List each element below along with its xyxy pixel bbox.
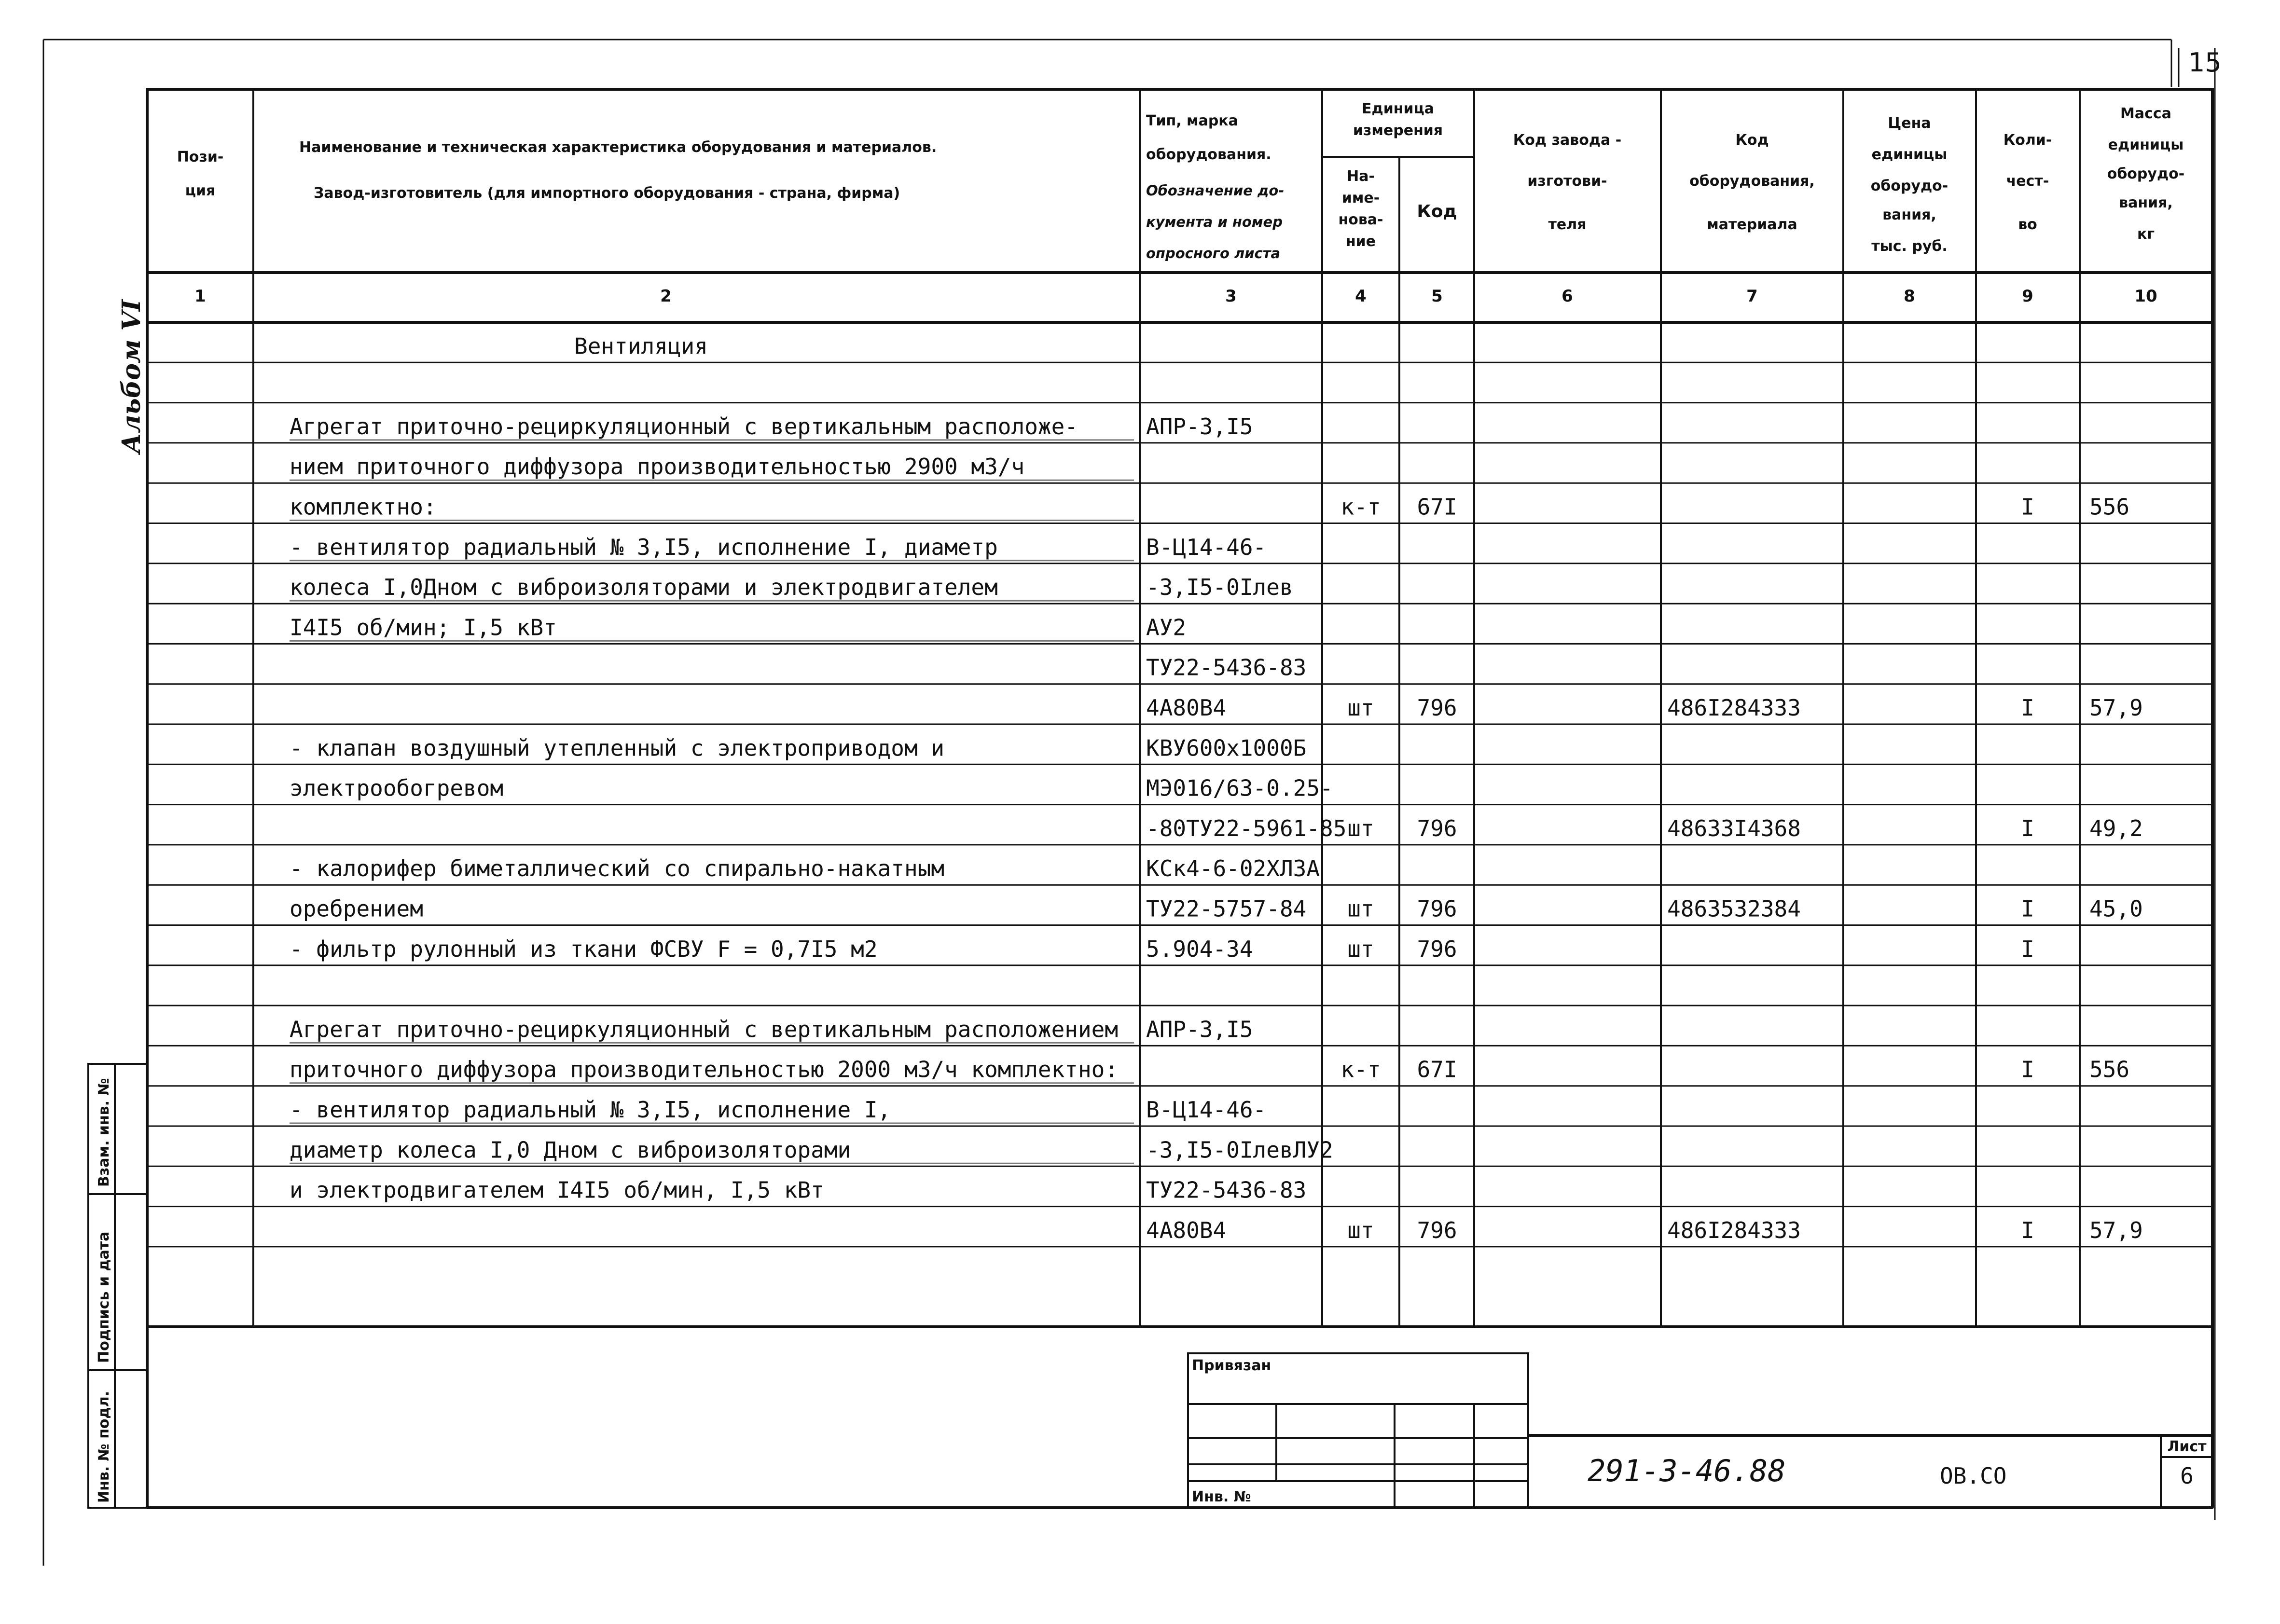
cell-code: 796 — [1417, 695, 1457, 721]
cell-mass: 57,9 — [2089, 1217, 2143, 1243]
cell-qty: I — [2021, 815, 2034, 841]
hdr-unit-code: Код — [1417, 202, 1457, 221]
cell-unit: к-т — [1340, 494, 1381, 520]
side-label-inv-podl: Инв. № подл. — [96, 1390, 112, 1503]
cell-unit: шт — [1347, 936, 1374, 962]
cell-type: ТУ22-5436-83 — [1146, 1177, 1307, 1203]
cell-type: ТУ22-5436-83 — [1146, 654, 1307, 681]
hdr-price-5: тыс. руб. — [1871, 238, 1948, 255]
colnum-9: 9 — [2022, 287, 2033, 306]
album-label: Альбом VI — [117, 299, 146, 454]
cell-unit: шт — [1347, 1217, 1374, 1243]
column-numbers-row — [194, 287, 2157, 306]
hdr-name-2: Завод-изготовитель (для импортного оборудования - страна, фирма) — [314, 185, 900, 202]
stamp-inv-label: Инв. № — [1192, 1488, 1251, 1505]
cell-type: АПР-3,I5 — [1146, 1016, 1253, 1043]
stamp-sheet-value: 6 — [2180, 1463, 2194, 1489]
cell-name: - вентилятор радиальный № 3,I5, исполнение I, — [290, 1097, 891, 1123]
cell-type: 4А80В4 — [1146, 1217, 1227, 1243]
stamp-doc-suffix: ОВ.СО — [1940, 1463, 2007, 1489]
hdr-unit-name-4: ние — [1345, 233, 1376, 250]
hdr-type-2: оборудования. — [1146, 146, 1271, 163]
cell-name: - клапан воздушный утепленный с электроприводом и — [290, 735, 945, 761]
colnum-2: 2 — [660, 287, 672, 306]
hdr-unit-group-1: Единица — [1362, 100, 1434, 117]
cell-type: В-Ц14-46- — [1146, 1097, 1267, 1123]
cell-name: приточного диффузора производительностью 2000 м3/ч комплектно: — [290, 1056, 1119, 1083]
stamp-doc-number: 291-3-46.88 — [1588, 1453, 1786, 1488]
cell-type: КСк4-6-02ХЛЗА — [1146, 855, 1320, 882]
cell-name: Агрегат приточно-рециркуляционный с вертикальным расположением — [290, 1016, 1119, 1043]
cell-name: - фильтр рулонный из ткани ФСВУ F = 0,7I5 м2 — [290, 936, 878, 962]
colnum-5: 5 — [1431, 287, 1443, 306]
colnum-1: 1 — [194, 287, 206, 306]
cell-name: диаметр колеса I,0 Дном с виброизоляторами — [290, 1137, 851, 1163]
table-header — [177, 100, 2185, 261]
cell-name: - калорифер биметаллический со спирально-накатным — [290, 855, 945, 882]
hdr-price-3: оборудо- — [1870, 178, 1948, 194]
hdr-type-3: Обозначение до- — [1146, 182, 1285, 199]
cell-unit: шт — [1347, 695, 1374, 721]
cell-type: В-Ц14-46- — [1146, 534, 1267, 560]
side-label-vzam: Взам. инв. № — [96, 1078, 112, 1187]
hdr-qty-3: во — [2018, 216, 2037, 233]
side-stamp — [88, 1064, 147, 1508]
side-label-podpis: Подпись и дата — [96, 1231, 112, 1363]
colnum-7: 7 — [1746, 287, 1758, 306]
hdr-price-2: единицы — [1871, 146, 1948, 163]
title-block — [147, 1327, 2212, 1508]
cell-mass: 57,9 — [2089, 695, 2143, 721]
cell-code: 796 — [1417, 936, 1457, 962]
cell-name: I4I5 об/мин; I,5 кВт — [290, 614, 557, 641]
hdr-pos-1: Пози- — [177, 149, 224, 165]
hdr-price-1: Цена — [1888, 115, 1931, 132]
cell-eqcode: 486I284333 — [1667, 1217, 1801, 1243]
cell-type: 5.904-34 — [1146, 936, 1253, 962]
cell-type: -3,I5-0IлевЛУ2 — [1146, 1137, 1333, 1163]
table-body — [147, 333, 2212, 1247]
hdr-eqcode-3: материала — [1707, 216, 1797, 233]
cell-name: оребрением — [290, 895, 423, 922]
cell-name: Вентиляция — [574, 333, 708, 359]
cell-mass: 45,0 — [2089, 895, 2143, 922]
cell-qty: I — [2021, 1217, 2034, 1243]
cell-type: АУ2 — [1146, 614, 1187, 641]
cell-mass: 49,2 — [2089, 815, 2143, 841]
cell-eqcode: 486I284333 — [1667, 695, 1801, 721]
hdr-mass-2: единицы — [2108, 137, 2184, 153]
sheet-frame — [43, 40, 2215, 1566]
cell-code: 796 — [1417, 815, 1457, 841]
cell-name: электрообогревом — [290, 775, 504, 801]
hdr-type-5: опросного листа — [1146, 245, 1281, 261]
cell-unit: шт — [1347, 895, 1374, 922]
cell-qty: I — [2021, 494, 2034, 520]
stamp-bound-label: Привязан — [1192, 1357, 1271, 1374]
colnum-10: 10 — [2134, 287, 2157, 306]
hdr-mass-1: Масса — [2120, 105, 2171, 122]
hdr-factory-2: изготови- — [1527, 173, 1607, 190]
hdr-unit-name-3: нова- — [1338, 211, 1383, 228]
colnum-6: 6 — [1561, 287, 1573, 306]
cell-qty: I — [2021, 695, 2034, 721]
hdr-factory-3: теля — [1548, 216, 1587, 233]
cell-code: 67I — [1417, 1056, 1457, 1083]
cell-type: АПР-3,I5 — [1146, 413, 1253, 440]
hdr-qty-2: чест- — [2006, 173, 2049, 190]
sheet-number-top: 15 — [2188, 47, 2222, 78]
cell-code: 67I — [1417, 494, 1457, 520]
cell-name: Агрегат приточно-рециркуляционный с вертикальным расположе- — [290, 413, 1078, 440]
hdr-mass-4: вания, — [2119, 194, 2173, 211]
colnum-3: 3 — [1225, 287, 1237, 306]
hdr-unit-name-2: име- — [1341, 190, 1380, 206]
cell-code: 796 — [1417, 895, 1457, 922]
cell-name: колеса I,0Дном с виброизоляторами и электродвигателем — [290, 574, 998, 601]
cell-eqcode: 4863532384 — [1667, 895, 1801, 922]
hdr-unit-group-2: измерения — [1353, 122, 1443, 139]
colnum-8: 8 — [1904, 287, 1915, 306]
hdr-factory-1: Код завода - — [1513, 132, 1622, 149]
cell-name: комплектно: — [290, 494, 437, 520]
cell-qty: I — [2021, 936, 2034, 962]
cell-type: ТУ22-5757-84 — [1146, 895, 1307, 922]
hdr-type-1: Тип, марка — [1146, 112, 1238, 129]
cell-type: МЭ016/63-0.25- — [1146, 775, 1333, 801]
hdr-name-1: Наименование и техническая характеристика оборудования и материалов. — [299, 139, 937, 156]
cell-type: -80ТУ22-5961-85 — [1146, 815, 1347, 841]
cell-name: - вентилятор радиальный № 3,I5, исполнение I, диаметр — [290, 534, 998, 560]
cell-name: и электродвигателем I4I5 об/мин, I,5 кВт — [290, 1177, 824, 1203]
hdr-pos-2: ция — [185, 182, 216, 199]
cell-mass: 556 — [2089, 494, 2130, 520]
cell-type: КВУ600х1000Б — [1146, 735, 1307, 761]
cell-mass: 556 — [2089, 1056, 2130, 1083]
cell-name: нием приточного диффузора производительностью 2900 м3/ч — [290, 454, 1025, 480]
cell-type: -3,I5-0Iлев — [1146, 574, 1293, 601]
cell-qty: I — [2021, 895, 2034, 922]
cell-code: 796 — [1417, 1217, 1457, 1243]
cell-unit: к-т — [1340, 1056, 1381, 1083]
colnum-4: 4 — [1355, 287, 1367, 306]
hdr-mass-5: кг — [2137, 226, 2155, 243]
hdr-type-4: кумента и номер — [1146, 214, 1283, 230]
hdr-eqcode-2: оборудования, — [1689, 173, 1815, 190]
hdr-mass-3: оборудо- — [2107, 165, 2185, 182]
stamp-sheet-label: Лист — [2167, 1438, 2207, 1455]
hdr-qty-1: Коли- — [2003, 132, 2052, 149]
cell-type: 4А80В4 — [1146, 695, 1227, 721]
cell-unit: шт — [1347, 815, 1374, 841]
hdr-eqcode-1: Код — [1735, 132, 1769, 149]
cell-eqcode: 48633I4368 — [1667, 815, 1801, 841]
cell-qty: I — [2021, 1056, 2034, 1083]
hdr-price-4: вания, — [1882, 206, 1936, 223]
hdr-unit-name-1: На- — [1347, 168, 1375, 185]
